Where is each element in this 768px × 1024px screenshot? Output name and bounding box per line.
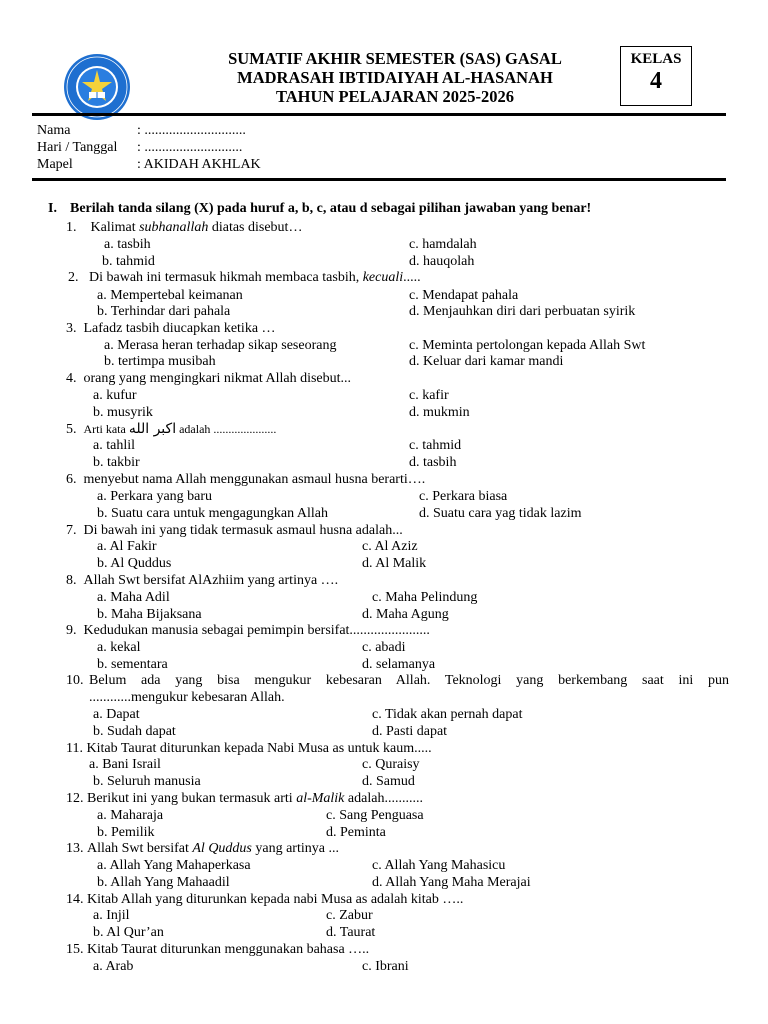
question-text: Berikut ini yang bukan termasuk arti [87, 791, 297, 806]
question-emphasis: subhanallah [139, 220, 209, 235]
nama-label: Nama [37, 123, 71, 138]
option-d[interactable]: d. Al Malik [362, 556, 427, 571]
question-number: 4. [66, 371, 77, 386]
section-instruction: Berilah tanda silang (X) pada huruf a, b, c, atau d sebagai pilihan jawaban yang benar! [70, 201, 592, 216]
option-b[interactable]: b. tertimpa musibah [104, 354, 216, 369]
option-b[interactable]: b. Terhindar dari pahala [97, 304, 231, 319]
question-text: Kalimat [90, 220, 140, 235]
option-c[interactable]: c. kafir [409, 388, 449, 403]
question-number: 3. [66, 321, 77, 336]
option-a[interactable]: a. Al Fakir [97, 539, 157, 554]
option-c[interactable]: c. Mendapat pahala [409, 288, 519, 303]
question-text: Kitab Taurat diturunkan kepada Nabi Musa as untuk kaum..... [86, 741, 432, 756]
option-c[interactable]: c. Allah Yang Mahasicu [372, 858, 506, 873]
option-b[interactable]: b. musyrik [93, 405, 153, 420]
question-12 [66, 790, 423, 807]
question-emphasis: Al Quddus [192, 841, 252, 856]
question-10-line-1: Belum ada yang bisa mengukur kebesaran Allah. Teknologi yang berkembang saat ini pun [89, 673, 729, 688]
option-b[interactable]: b. Pemilik [97, 825, 155, 840]
option-d[interactable]: d. Samud [362, 774, 415, 789]
option-c[interactable]: c. Zabur [326, 908, 373, 923]
question-text-end: adalah........... [344, 791, 423, 806]
mapel-label: Mapel [37, 157, 73, 172]
option-b[interactable]: b. Maha Bijaksana [97, 607, 202, 622]
question-7 [66, 522, 403, 539]
question-text: Di bawah ini yang tidak termasuk asmaul husna adalah... [83, 523, 403, 538]
option-b[interactable]: b. sementara [97, 657, 168, 672]
option-b[interactable]: b. Seluruh manusia [93, 774, 201, 789]
kelas-value: 4 [650, 68, 662, 94]
question-4 [66, 370, 351, 387]
hari-label: Hari / Tanggal [37, 140, 118, 155]
option-c[interactable]: c. hamdalah [409, 237, 477, 252]
option-a[interactable]: a. Maha Adil [97, 590, 170, 605]
option-d[interactable]: d. tasbih [409, 455, 457, 470]
question-9 [66, 622, 430, 639]
option-d[interactable]: d. Peminta [326, 825, 386, 840]
option-b[interactable]: b. tahmid [102, 254, 155, 269]
question-text-end: yang artinya ... [251, 841, 339, 856]
question-number: 9. [66, 623, 77, 638]
option-a[interactable]: a. kekal [97, 640, 141, 655]
option-c[interactable]: c. tahmid [409, 438, 462, 453]
option-b[interactable]: b. Suatu cara untuk mengagungkan Allah [97, 506, 328, 521]
question-6 [66, 471, 425, 488]
option-d[interactable]: d. Pasti dapat [372, 724, 448, 739]
question-text: Kitab Taurat diturunkan menggunakan bahasa ….. [87, 942, 370, 957]
option-d[interactable]: d. selamanya [362, 657, 436, 672]
option-b[interactable]: b. Sudah dapat [93, 724, 176, 739]
option-d[interactable]: d. Suatu cara yag tidak lazim [419, 506, 582, 521]
question-number: 1. [66, 220, 77, 235]
question-text: menyebut nama Allah menggunakan asmaul husna berarti…. [83, 472, 426, 487]
option-c[interactable]: c. Ibrani [362, 959, 409, 974]
option-d[interactable]: d. mukmin [409, 405, 470, 420]
question-text-end: diatas disebut… [208, 220, 303, 235]
nama-field[interactable]: : ............................. [137, 123, 246, 138]
option-a[interactable]: a. Mempertebal keimanan [97, 288, 243, 303]
section-number: I. [48, 201, 57, 216]
kelas-label: KELAS [630, 51, 682, 67]
question-emphasis: kecuali [362, 270, 404, 285]
option-a[interactable]: a. tahlil [93, 438, 135, 453]
question-8 [66, 572, 338, 589]
question-number: 6. [66, 472, 77, 487]
option-a[interactable]: a. Perkara yang baru [97, 489, 213, 504]
question-2 [68, 269, 421, 286]
question-number: 11. [66, 741, 83, 756]
option-a[interactable]: a. Arab [93, 959, 134, 974]
option-b[interactable]: b. takbir [93, 455, 140, 470]
option-c[interactable]: c. Perkara biasa [419, 489, 508, 504]
option-b[interactable]: b. Allah Yang Mahaadil [97, 875, 230, 890]
question-number: 12. [66, 791, 84, 806]
question-number: 14. [66, 892, 84, 907]
nama-row [37, 122, 246, 139]
option-c[interactable]: c. Meminta pertolongan kepada Allah Swt [409, 338, 646, 353]
mapel-value: : AKIDAH AKHLAK [137, 157, 261, 172]
option-c[interactable]: c. Quraisy [362, 757, 420, 772]
question-number: 10. [66, 673, 84, 688]
option-d[interactable]: d. Maha Agung [362, 607, 449, 622]
title-line-1: SUMATIF AKHIR SEMESTER (SAS) GASAL [228, 49, 562, 68]
question-text: Allah Swt bersifat AlAzhiim yang artinya …. [83, 573, 339, 588]
identity-divider [32, 178, 726, 181]
kelas-box [620, 46, 692, 106]
question-5 [66, 421, 276, 438]
option-d[interactable]: d. Taurat [326, 925, 376, 940]
question-number: 5. [66, 422, 77, 437]
question-10 [66, 672, 84, 689]
option-a[interactable]: a. Merasa heran terhadap sikap seseorang [104, 338, 337, 353]
question-14 [66, 891, 463, 908]
question-text: Allah Swt bersifat [87, 841, 193, 856]
question-3 [66, 320, 276, 337]
option-d[interactable]: d. Keluar dari kamar mandi [409, 354, 564, 369]
question-1 [66, 219, 302, 236]
mapel-row [37, 156, 261, 173]
option-b[interactable]: b. Al Qur’an [93, 925, 164, 940]
hari-field[interactable]: : ............................ [137, 140, 243, 155]
question-text: orang yang mengingkari nikmat Allah disebut... [83, 371, 352, 386]
question-text: Kedudukan manusia sebagai pemimpin bersifat....................... [83, 623, 430, 638]
question-15 [66, 941, 369, 958]
option-d[interactable]: d. Allah Yang Maha Merajai [372, 875, 531, 890]
option-c[interactable]: c. Maha Pelindung [372, 590, 478, 605]
question-number: 7. [66, 523, 77, 538]
question-number: 15. [66, 942, 84, 957]
option-c[interactable]: c. abadi [362, 640, 406, 655]
option-b[interactable]: b. Al Quddus [97, 556, 172, 571]
option-c[interactable]: c. Tidak akan pernah dapat [372, 707, 523, 722]
question-number: 13. [66, 841, 84, 856]
question-13 [66, 840, 339, 857]
option-a[interactable]: a. tasbih [104, 237, 151, 252]
option-a[interactable]: a. Injil [93, 908, 130, 923]
title-line-3: TAHUN PELAJARAN 2025-2026 [275, 87, 515, 106]
question-text: Di bawah ini termasuk hikmah membaca tasbih, [89, 270, 363, 285]
question-number: 8. [66, 573, 77, 588]
option-d[interactable]: d. Menjauhkan diri dari perbuatan syirik [409, 304, 636, 319]
option-d[interactable]: d. hauqolah [409, 254, 475, 269]
header-divider [32, 113, 726, 116]
question-text-end: adalah ..................... [176, 422, 277, 436]
question-text: Arti kata [83, 422, 129, 436]
question-11 [66, 740, 432, 757]
option-a[interactable]: a. Dapat [93, 707, 140, 722]
option-c[interactable]: c. Sang Penguasa [326, 808, 424, 823]
option-a[interactable]: a. Bani Israil [89, 757, 161, 772]
option-a[interactable]: a. Allah Yang Mahaperkasa [97, 858, 251, 873]
school-logo-icon [62, 52, 132, 122]
question-emphasis: al-Malik [296, 791, 345, 806]
title-line-2: MADRASAH IBTIDAIYAH AL-HASANAH [237, 68, 553, 87]
section-heading [48, 201, 591, 217]
question-text: Kitab Allah yang diturunkan kepada nabi Musa as adalah kitab ….. [87, 892, 464, 907]
option-c[interactable]: c. Al Aziz [362, 539, 418, 554]
arabic-word: اكبر الله [128, 421, 177, 437]
question-text: Lafadz tasbih diucapkan ketika … [83, 321, 276, 336]
question-text-end: ..... [403, 270, 421, 285]
option-a[interactable]: a. kufur [93, 388, 137, 403]
option-a[interactable]: a. Maharaja [97, 808, 164, 823]
exam-title [170, 49, 620, 106]
question-10-line-2: ............mengukur kebesaran Allah. [89, 690, 285, 705]
hari-row [37, 139, 242, 156]
question-number: 2. [68, 270, 79, 285]
